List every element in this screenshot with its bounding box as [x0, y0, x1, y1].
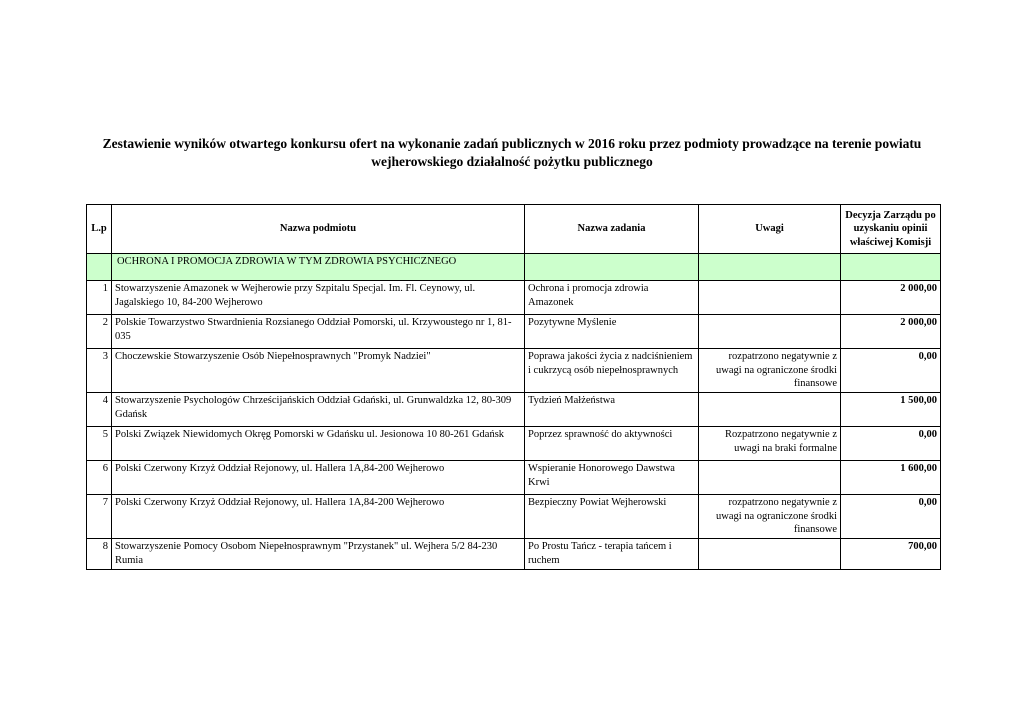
row-lp: 8 [87, 539, 112, 570]
table-row [87, 427, 941, 461]
row-uwagi: rozpatrzono negatywnie z uwagi na ograniczone środki finansowe [699, 495, 841, 539]
header-decyzja: Decyzja Zarządu po uzyskaniu opinii właściwej Komisji [841, 205, 941, 254]
row-lp: 3 [87, 349, 112, 393]
row-podmiot: Polski Czerwony Krzyż Oddział Rejonowy, ul. Hallera 1A,84-200 Wejherowo [112, 461, 525, 495]
row-podmiot: Stowarzyszenie Pomocy Osobom Niepełnosprawnym "Przystanek" ul. Wejhera 5/2 84-230 Rumia [112, 539, 525, 570]
row-zadanie: Poprzez sprawność do aktywności [525, 427, 699, 461]
table-header-row [87, 205, 941, 254]
row-lp: 5 [87, 427, 112, 461]
row-kwota: 700,00 [841, 539, 941, 570]
table-row [87, 461, 941, 495]
row-kwota: 1 500,00 [841, 393, 941, 427]
row-kwota: 0,00 [841, 427, 941, 461]
row-uwagi [699, 461, 841, 495]
header-zadanie: Nazwa zadania [525, 205, 699, 254]
results-table [86, 204, 941, 570]
row-zadanie: Po Prostu Tańcz - terapia tańcem i ruchem [525, 539, 699, 570]
row-lp: 1 [87, 281, 112, 315]
table-row [87, 281, 941, 315]
row-uwagi [699, 539, 841, 570]
row-kwota: 2 000,00 [841, 281, 941, 315]
row-uwagi [699, 281, 841, 315]
table-row [87, 315, 941, 349]
row-zadanie: Pozytywne Myślenie [525, 315, 699, 349]
row-podmiot: Polskie Towarzystwo Stwardnienia Rozsianego Oddział Pomorski, ul. Krzywoustego nr 1, 81-035 [112, 315, 525, 349]
table-row [87, 495, 941, 539]
header-podmiot: Nazwa podmiotu [112, 205, 525, 254]
row-lp: 7 [87, 495, 112, 539]
row-zadanie: Ochrona i promocja zdrowia Amazonek [525, 281, 699, 315]
category-cell-uwagi [699, 254, 841, 281]
category-cell-lp [87, 254, 112, 281]
row-uwagi [699, 315, 841, 349]
category-cell-kwota [841, 254, 941, 281]
document-title: Zestawienie wyników otwartego konkursu ofert na wykonanie zadań publicznych w 2016 roku przez podmioty prowadzące na terenie powiatu wejherowskiego działalność pożytku publicznego [102, 136, 922, 169]
row-podmiot: Polski Związek Niewidomych Okręg Pomorski w Gdańsku ul. Jesionowa 10 80-261 Gdańsk [112, 427, 525, 461]
row-lp: 4 [87, 393, 112, 427]
category-cell-zadanie [525, 254, 699, 281]
row-podmiot: Stowarzyszenie Psychologów Chrześcijańskich Oddział Gdański, ul. Grunwaldzka 12, 80-309 Gdańsk [112, 393, 525, 427]
category-label: OCHRONA I PROMOCJA ZDROWIA W TYM ZDROWIA PSYCHICZNEGO [112, 254, 525, 281]
header-uwagi: Uwagi [699, 205, 841, 254]
row-zadanie: Tydzień Małżeństwa [525, 393, 699, 427]
row-lp: 6 [87, 461, 112, 495]
table-row [87, 349, 941, 393]
row-podmiot: Polski Czerwony Krzyż Oddział Rejonowy, ul. Hallera 1A,84-200 Wejherowo [112, 495, 525, 539]
row-kwota: 1 600,00 [841, 461, 941, 495]
row-uwagi [699, 393, 841, 427]
row-podmiot: Choczewskie Stowarzyszenie Osób Niepełnosprawnych "Promyk Nadziei" [112, 349, 525, 393]
row-podmiot: Stowarzyszenie Amazonek w Wejherowie przy Szpitalu Specjal. Im. Fl. Ceynowy, ul. Jagalskiego 10, 84-200 Wejherowo [112, 281, 525, 315]
header-lp: L.p [87, 205, 112, 254]
row-kwota: 2 000,00 [841, 315, 941, 349]
row-kwota: 0,00 [841, 349, 941, 393]
row-kwota: 0,00 [841, 495, 941, 539]
row-uwagi: rozpatrzono negatywnie z uwagi na ograniczone środki finansowe [699, 349, 841, 393]
row-zadanie: Poprawa jakości życia z nadciśnieniem i cukrzycą osób niepełnosprawnych [525, 349, 699, 393]
category-row [87, 254, 941, 281]
row-lp: 2 [87, 315, 112, 349]
row-zadanie: Wspieranie Honorowego Dawstwa Krwi [525, 461, 699, 495]
row-zadanie: Bezpieczny Powiat Wejherowski [525, 495, 699, 539]
table-row [87, 393, 941, 427]
row-uwagi: Rozpatrzono negatywnie z uwagi na braki formalne [699, 427, 841, 461]
table-row [87, 539, 941, 570]
